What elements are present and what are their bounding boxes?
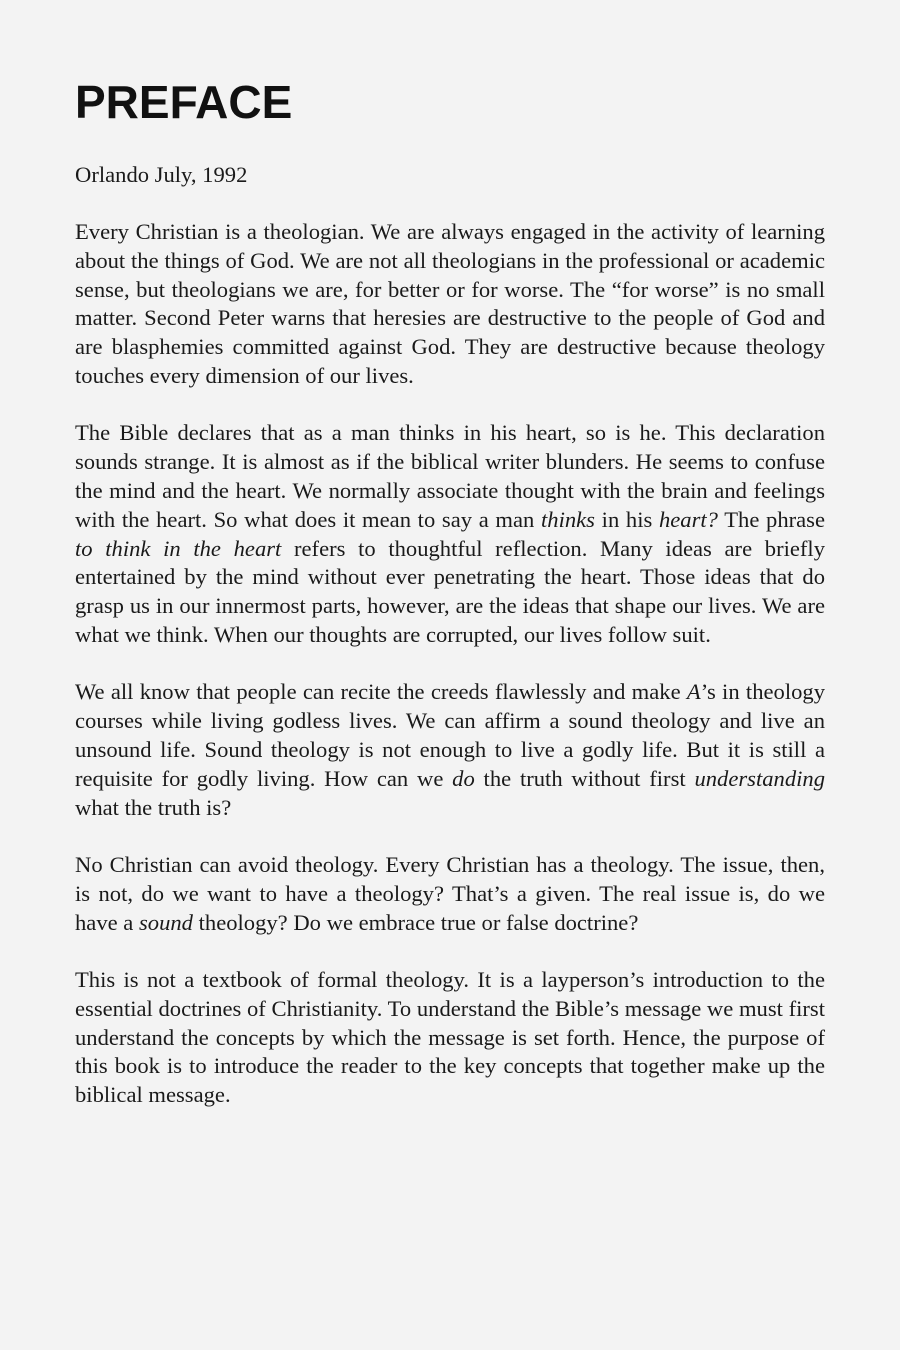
text-run: We all know that people can recite the creeds flawlessly and make: [75, 679, 687, 705]
italic-text: A: [686, 679, 701, 705]
paragraph: [75, 678, 825, 822]
text-run: what the truth is?: [75, 794, 232, 820]
page-title: PREFACE: [75, 76, 293, 128]
paragraph: [75, 851, 825, 937]
dateline: Orlando July, 1992: [75, 162, 248, 187]
text-run: Every Christian is a theologian. We are always engaged in the activity of learning about the things of God. We are not all theologians in the professional or academic sense, but theologians we are, for better or for worse. The “for worse” is no small matter. Second Peter warns that heresies are destructive to the people of God and are blasphemies committed against God. They are destructive because theology touches every dimension of our lives.: [75, 219, 825, 388]
paragraph: [75, 218, 825, 391]
italic-text: heart?: [658, 506, 718, 532]
text-run: the truth without first: [474, 765, 695, 791]
italic-text: to think in the heart: [75, 535, 282, 561]
paragraph: [75, 966, 825, 1110]
text-run: No Christian can avoid theology. Every Christian has a theology. The issue, then, is not, do we want to have a theology? That’s a given. The real issue is, do we have a: [75, 851, 825, 935]
text-run: This is not a textbook of formal theology. It is a layperson’s introduction to the essential doctrines of Christianity. To understand the Bible’s message we must first understand the concepts by which the message is set forth. Hence, the purpose of this book is to introduce the reader to the key concepts that together make up the biblical message.: [75, 966, 825, 1108]
text-run: ’s in theology courses while living godless lives. We can affirm a sound theology and live an unsound life. Sound theology is not enough to live a godly life. But it is still a requisite for godly living. How can we: [75, 679, 825, 791]
italic-text: understanding: [694, 765, 825, 791]
text-run: in his: [594, 506, 659, 532]
italic-text: sound: [138, 909, 193, 935]
text-run: The Bible declares that as a man thinks in his heart, so is he. This declaration sounds strange. It is almost as if the biblical writer blunders. He seems to confuse the mind and the heart. We normally associate thought with the brain and feelings with the heart. So what does it mean to say a man: [75, 420, 825, 532]
paragraph: [75, 419, 825, 649]
italic-text: thinks: [541, 506, 595, 532]
italic-text: do: [452, 765, 475, 791]
text-run: The phrase: [717, 506, 826, 532]
text-run: refers to thoughtful reflection. Many ideas are briefly entertained by the mind without ever penetrating the heart. Those ideas that do grasp us in our innermost parts, however, are the ideas that shape our lives. We are what we think. When our thoughts are corrupted, our lives follow suit.: [75, 535, 826, 647]
text-run: theology? Do we embrace true or false doctrine?: [192, 909, 639, 935]
preface-body: [75, 218, 825, 1110]
